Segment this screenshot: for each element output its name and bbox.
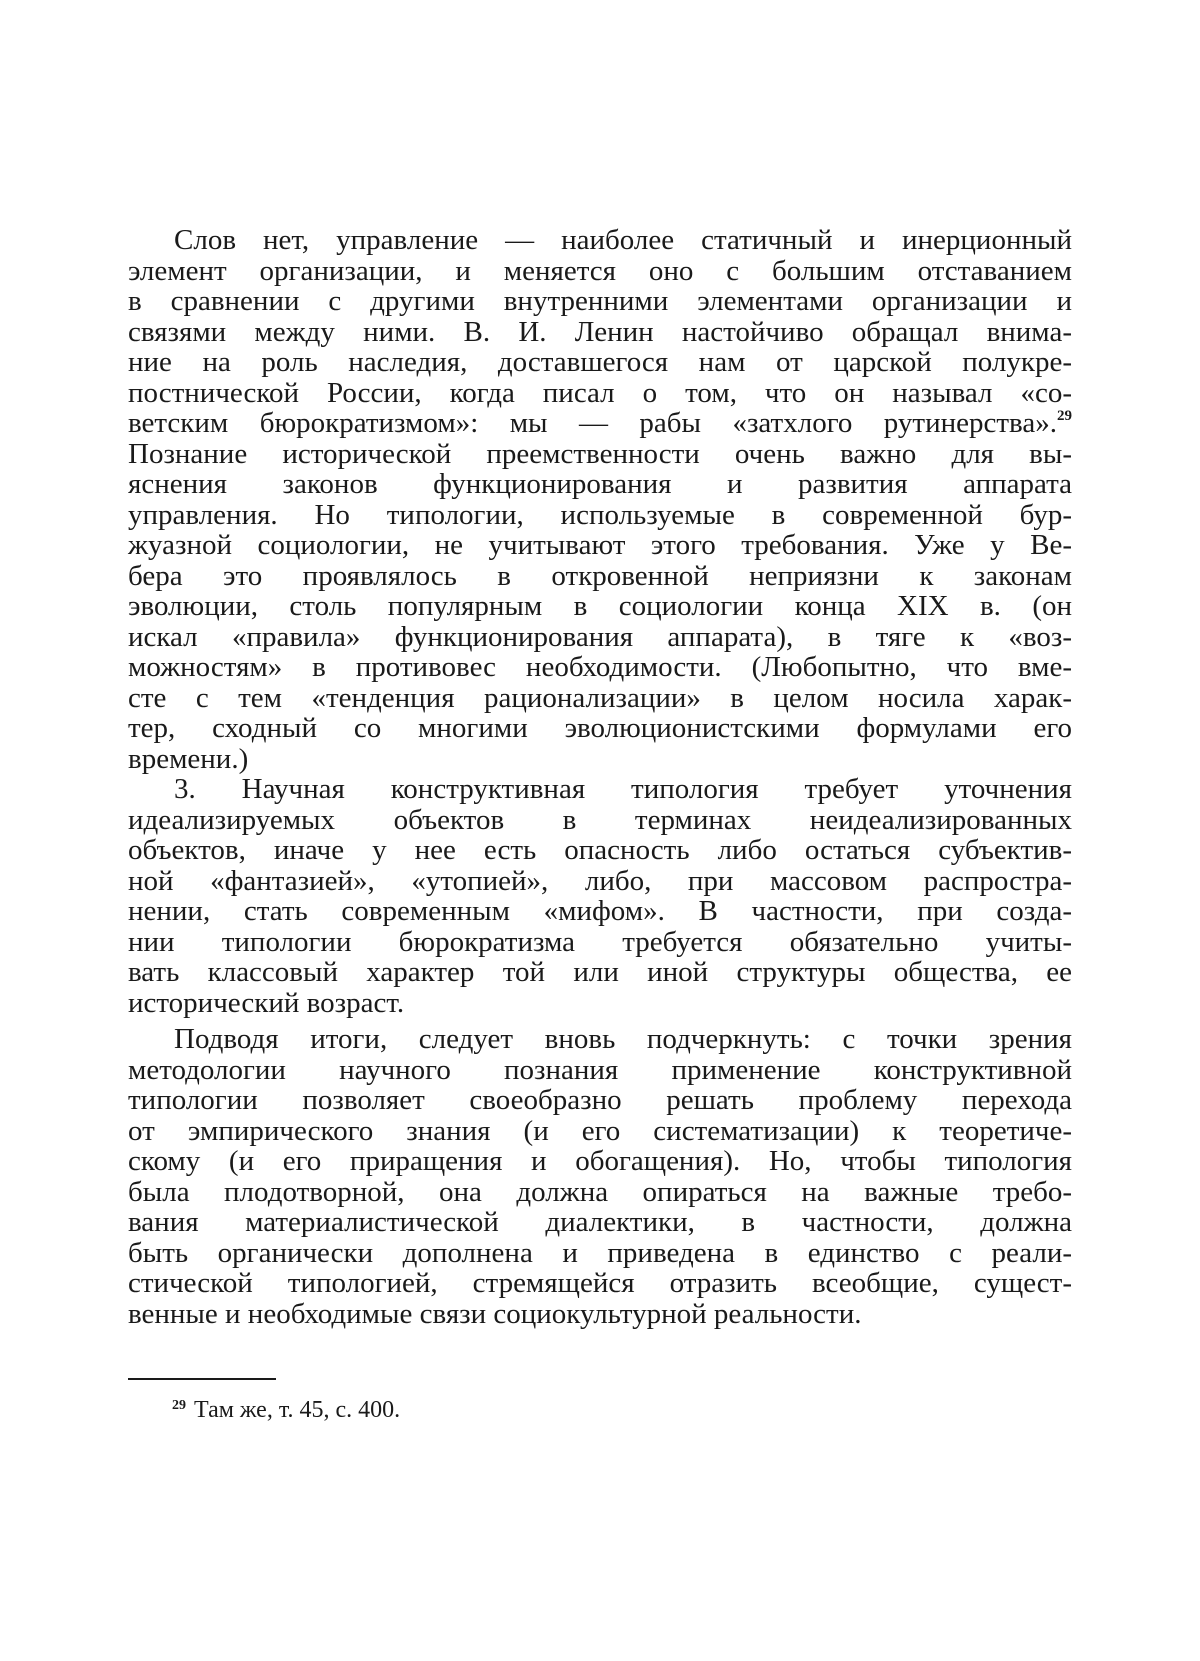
text-line: жуазной социологии, не учитывают этого требования. Уже у Ве- bbox=[128, 529, 1072, 561]
text-line: стической типологией, стремящейся отразить всеобщие, сущест- bbox=[128, 1267, 1072, 1299]
text-line: бера это проявлялось в откровенной неприязни к законам bbox=[128, 559, 1072, 592]
paragraph-1 bbox=[128, 225, 1072, 774]
text-line: сте с тем «тенденция рационализации» в целом носила харак- bbox=[128, 681, 1072, 714]
text-line: времени.) bbox=[128, 742, 249, 775]
paragraph-2 bbox=[128, 774, 1072, 1018]
text-line: эволюции, столь популярным в социологии конца XIX в. (он bbox=[128, 590, 1072, 622]
text-line: типологии позволяет своеобразно решать проблему перехода bbox=[128, 1084, 1072, 1116]
text-line: вать классовый характер той или иной структуры общества, ее bbox=[128, 956, 1072, 988]
text-line: элемент организации, и меняется оно с большим отставанием bbox=[128, 254, 1072, 287]
text-line: тер, сходный со многими эволюционистскими формулами его bbox=[128, 712, 1072, 744]
text-line: искал «правила» функционирования аппарата), в тяге к «воз- bbox=[128, 620, 1072, 653]
footnote bbox=[172, 1396, 400, 1424]
text-line: связями между ними. В. И. Ленин настойчиво обращал внима- bbox=[128, 315, 1072, 348]
footnote-text: Там же, т. 45, с. 400. bbox=[194, 1397, 401, 1423]
text-line: методологии научного познания применение конструктивной bbox=[128, 1053, 1072, 1086]
text-line: исторический возраст. bbox=[128, 986, 405, 1019]
text-line: быть органически дополнена и приведена в единство с реали- bbox=[128, 1236, 1072, 1269]
text-line: яснения законов функционирования и развития аппарата bbox=[128, 468, 1072, 500]
paragraph-3 bbox=[128, 1024, 1072, 1329]
line-text: ветским бюрократизмом»: мы — рабы «затхлого рутинерства». bbox=[128, 407, 1057, 439]
text-line: нии типологии бюрократизма требуется обязательно учиты- bbox=[128, 925, 1072, 958]
text-line: объектов, иначе у нее есть опасность либо остаться субъектив- bbox=[128, 834, 1072, 866]
text-line: 3. Научная конструктивная типология требует уточнения bbox=[174, 773, 1072, 805]
footnote-number: 29 bbox=[172, 1398, 186, 1413]
text-line: Познание исторической преемственности очень важно для вы- bbox=[128, 437, 1072, 470]
text-line: идеализируемых объектов в терминах неидеализированных bbox=[128, 803, 1072, 836]
footnote-divider bbox=[128, 1378, 276, 1380]
text-line: ние на роль наследия, доставшегося нам от царской полукре- bbox=[128, 346, 1072, 378]
footnote-reference[interactable]: 29 bbox=[1057, 408, 1072, 424]
text-line bbox=[128, 408, 1072, 439]
text-line: венные и необходимые связи социокультурной реальности. bbox=[128, 1297, 862, 1330]
text-line: постнической России, когда писал о том, что он называл «со- bbox=[128, 376, 1072, 409]
text-line: ной «фантазией», «утопией», либо, при массовом распростра- bbox=[128, 864, 1072, 897]
text-line: скому (и его приращения и обогащения). Но, чтобы типология bbox=[128, 1145, 1072, 1177]
text-line: можностям» в противовес необходимости. (Любопытно, что вме- bbox=[128, 651, 1072, 683]
text-line: Слов нет, управление — наиболее статичный и инерционный bbox=[174, 224, 1072, 256]
text-line: была плодотворной, она должна опираться на важные требо- bbox=[128, 1175, 1072, 1208]
text-line: управления. Но типологии, используемые в современной бур- bbox=[128, 498, 1072, 531]
text-line: вания материалистической диалектики, в частности, должна bbox=[128, 1206, 1072, 1238]
text-line: нении, стать современным «мифом». В частности, при созда- bbox=[128, 895, 1072, 927]
text-line: Подводя итоги, следует вновь подчеркнуть: с точки зрения bbox=[174, 1023, 1072, 1055]
text-line: в сравнении с другими внутренними элементами организации и bbox=[128, 285, 1072, 317]
body-text bbox=[128, 225, 1072, 1329]
text-line: от эмпирического знания (и его систематизации) к теоретиче- bbox=[128, 1114, 1072, 1147]
